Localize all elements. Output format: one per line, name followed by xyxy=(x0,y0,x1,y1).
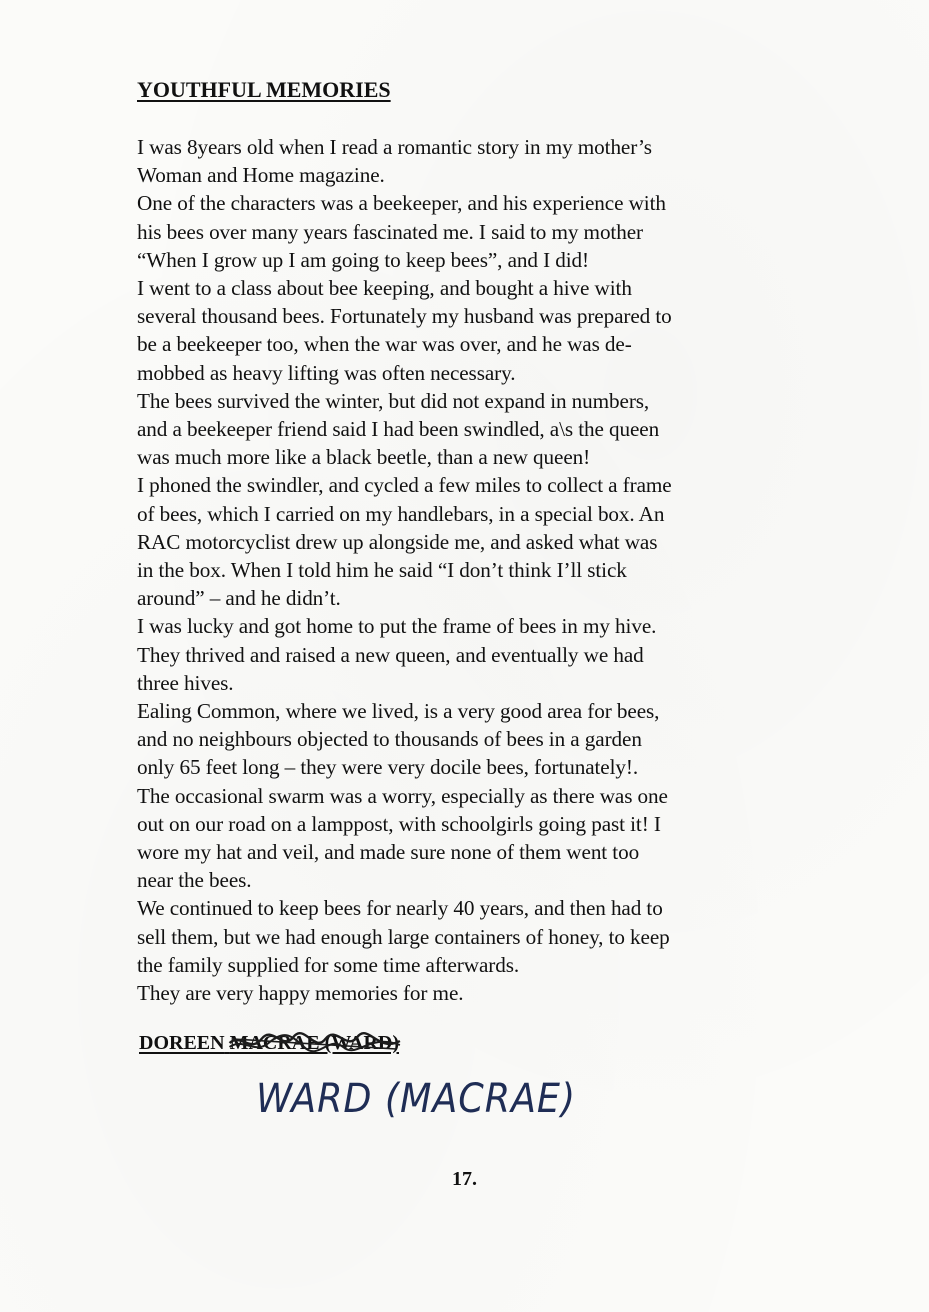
handwriting-text: WARD (MACRAE) xyxy=(256,1076,576,1122)
text-line: and a beekeeper friend said I had been swindled, a\s the queen xyxy=(137,417,660,442)
author-first-name: DOREEN xyxy=(139,1032,225,1054)
text-line: the family supplied for some time afterwards. xyxy=(137,952,520,977)
struck-through-surname xyxy=(230,1029,399,1057)
text-line: of bees, which I carried on my handlebars, in a special box. An xyxy=(137,501,665,526)
text-line: several thousand bees. Fortunately my husband was prepared to xyxy=(137,304,672,329)
text-line: mobbed as heavy lifting was often necessary. xyxy=(137,360,516,385)
text-line: Ealing Common, where we lived, is a very good area for bees, xyxy=(137,699,660,724)
text-line: near the bees. xyxy=(137,868,252,893)
text-line: be a beekeeper too, when the war was over, and he was de- xyxy=(137,332,632,357)
text-line: We continued to keep bees for nearly 40 years, and then had to xyxy=(137,896,663,921)
text-line: only 65 feet long – they were very docile bees, fortunately!. xyxy=(137,755,639,780)
text-line: Woman and Home magazine. xyxy=(137,163,385,188)
text-line: I was lucky and got home to put the frame of bees in my hive. xyxy=(137,614,657,639)
text-line: The bees survived the winter, but did not expand in numbers, xyxy=(137,388,650,413)
text-line: The occasional swarm was a worry, especially as there was one xyxy=(137,783,668,808)
text-line: wore my hat and veil, and made sure none of them went too xyxy=(137,840,640,865)
handwritten-surname-correction xyxy=(250,1060,590,1140)
text-line: “When I grow up I am going to keep bees”, and I did! xyxy=(137,247,589,272)
text-line: was much more like a black beetle, than a new queen! xyxy=(137,445,591,470)
text-line: One of the characters was a beekeeper, and his experience with xyxy=(137,191,666,216)
text-line: around” – and he didn’t. xyxy=(137,586,341,611)
document-title: YOUTHFUL MEMORIES xyxy=(137,77,391,102)
page-number: 17. xyxy=(452,1168,477,1190)
struck-surname-text: MACRAE (WARD) xyxy=(229,1032,400,1054)
author-signature xyxy=(139,1029,399,1057)
text-line: RAC motorcyclist drew up alongside me, and asked what was xyxy=(137,529,658,554)
text-line: sell them, but we had enough large containers of honey, to keep xyxy=(137,924,670,949)
text-line: three hives. xyxy=(137,670,234,695)
text-line: They thrived and raised a new queen, and eventually we had xyxy=(137,642,644,667)
document-body xyxy=(137,133,817,1007)
text-line: his bees over many years fascinated me. I said to my mother xyxy=(137,219,643,244)
text-line: in the box. When I told him he said “I don’t think I’ll stick xyxy=(137,558,627,583)
text-line: I went to a class about bee keeping, and bought a hive with xyxy=(137,276,632,301)
text-line: I phoned the swindler, and cycled a few miles to collect a frame xyxy=(137,473,672,498)
text-line: They are very happy memories for me. xyxy=(137,981,464,1006)
text-line: I was 8years old when I read a romantic story in my mother’s xyxy=(137,135,652,159)
text-line: out on our road on a lamppost, with schoolgirls going past it! I xyxy=(137,811,661,836)
text-line: and no neighbours objected to thousands of bees in a garden xyxy=(137,727,642,752)
